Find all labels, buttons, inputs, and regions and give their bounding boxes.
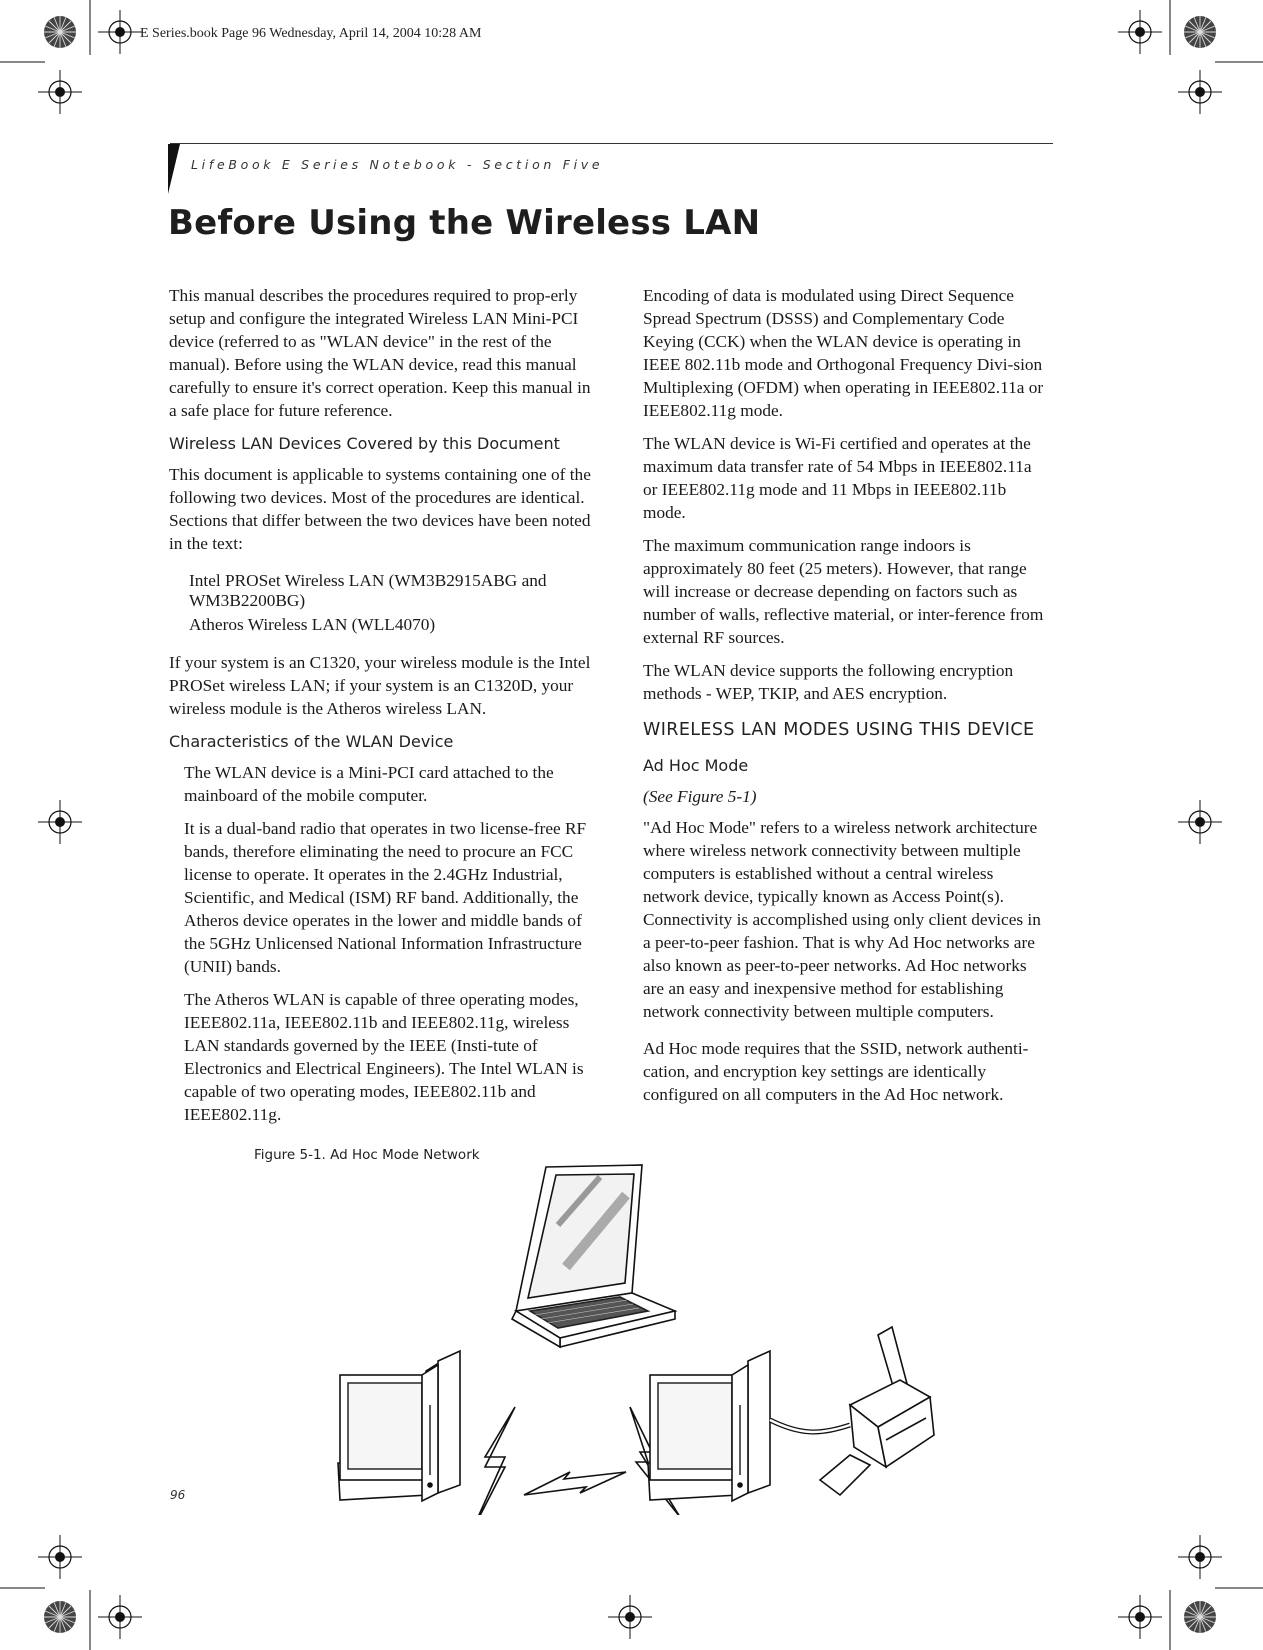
wifi-paragraph: The WLAN device is Wi-Fi certified and operates at the maximum data transfer rate of 54 Mbps in IEEE802.11a or IEEE802.11g mode and 11 Mbps in IEEE802.11b mode. [643,434,1032,522]
page-number: 96 [170,1488,186,1502]
characteristic-paragraph: It is a dual-band radio that operates in two license-free RF bands, therefore eliminating the need to procure an FCC license to operate. It operates in the 2.4GHz Industrial, Scientific, and Medical (ISM) RF band. Additionally, the Atheros device operates in the lower and middle bands of the 5GHz Unlicensed National Information Infrastructure (UNII) bands. [184,819,587,976]
encryption-paragraph: The WLAN device supports the following encryption methods - WEP, TKIP, and AES encryption. [643,661,1014,703]
header-rule [170,143,1053,144]
system-paragraph: If your system is an C1320, your wireless module is the Intel PROSet wireless LAN; if your system is an C1320D, your wireless module is the Atheros wireless LAN. [169,653,591,718]
devices-heading: Wireless LAN Devices Covered by this Document [169,434,560,453]
header-tab-marker [168,144,180,194]
adhoc-paragraph: "Ad Hoc Mode" refers to a wireless network architecture where wireless network connectivity between multiple computers is established without a central wireless network device, typically known as Access Point(s). Connectivity is accomplished using only client devices in a peer-to-peer fashion. That is why Ad Hoc networks are also known as peer-to-peer networks. Ad Hoc networks are an easy and inexpensive method for establishing network connectivity between multiple computers. [643,818,1041,1021]
desktop-computer-icon [648,1351,770,1501]
page-title: Before Using the Wireless LAN [168,203,761,243]
devices-paragraph: This document is applicable to systems containing one of the following two devices. Most of the procedures are identical. Sections that differ between the two devices have been noted in the text: [169,465,591,553]
desktop-computer-icon [338,1351,460,1501]
wireless-signal-middle-icon [524,1472,626,1495]
device-item: Intel PROSet Wireless LAN (WM3B2915ABG and WM3B2200BG) [189,571,547,610]
book-stamp: E Series.book Page 96 Wednesday, April 14, 2004 10:28 AM [140,26,482,41]
modes-heading: WIRELESS LAN MODES USING THIS DEVICE [643,720,1035,740]
intro-paragraph: This manual describes the procedures required to prop-erly setup and configure the integrated Wireless LAN Mini-PCI device (referred to as "WLAN device" in the rest of the manual). Before using the WLAN device, read this manual carefully to ensure it's correct operation. Keep this manual in a safe place for future reference. [169,286,591,420]
adhoc-requirements-paragraph: Ad Hoc mode requires that the SSID, network authenti-cation, and encryption key settings are identically configured on all computers in the Ad Hoc network. [643,1039,1029,1104]
right-column [643,284,1048,1116]
star-mark-icon [44,16,76,48]
device-item: Atheros Wireless LAN (WLL4070) [189,615,436,634]
figure-caption: Figure 5-1. Ad Hoc Mode Network [254,1147,480,1163]
printer-icon [820,1327,934,1495]
encoding-paragraph: Encoding of data is modulated using Direct Sequence Spread Spectrum (DSSS) and Complementary Code Keying (CCK) when the WLAN device is operating in IEEE 802.11b mode and Orthogonal Frequency Divi-sion Multiplexing (OFDM) when operating in IEEE802.11a or IEEE802.11g mode. [643,286,1044,420]
laptop-icon [512,1165,675,1347]
characteristics-heading: Characteristics of the WLAN Device [169,732,454,751]
range-paragraph: The maximum communication range indoors is approximately 80 feet (25 meters). However, that range will increase or decrease depending on factors such as number of walls, reflective material, or inter-ference from external RF sources. [643,536,1044,647]
adhoc-heading: Ad Hoc Mode [643,756,749,775]
adhoc-network-figure [330,1135,990,1515]
characteristic-paragraph: The Atheros WLAN is capable of three operating modes, IEEE802.11a, IEEE802.11b and IEEE802.11g, wireless LAN standards governed by the IEEE (Insti-tute of Electronics and Electrical Engineers). The Intel WLAN is capable of two operating modes, IEEE802.11b and IEEE802.11g. [184,990,584,1124]
left-column [169,284,593,1136]
see-figure-reference: (See Figure 5-1) [643,787,757,806]
wireless-signal-left-icon [470,1407,515,1515]
characteristic-paragraph: The WLAN device is a Mini-PCI card attached to the mainboard of the mobile computer. [184,763,554,805]
running-head: LifeBook E Series Notebook - Section Five [191,157,604,172]
